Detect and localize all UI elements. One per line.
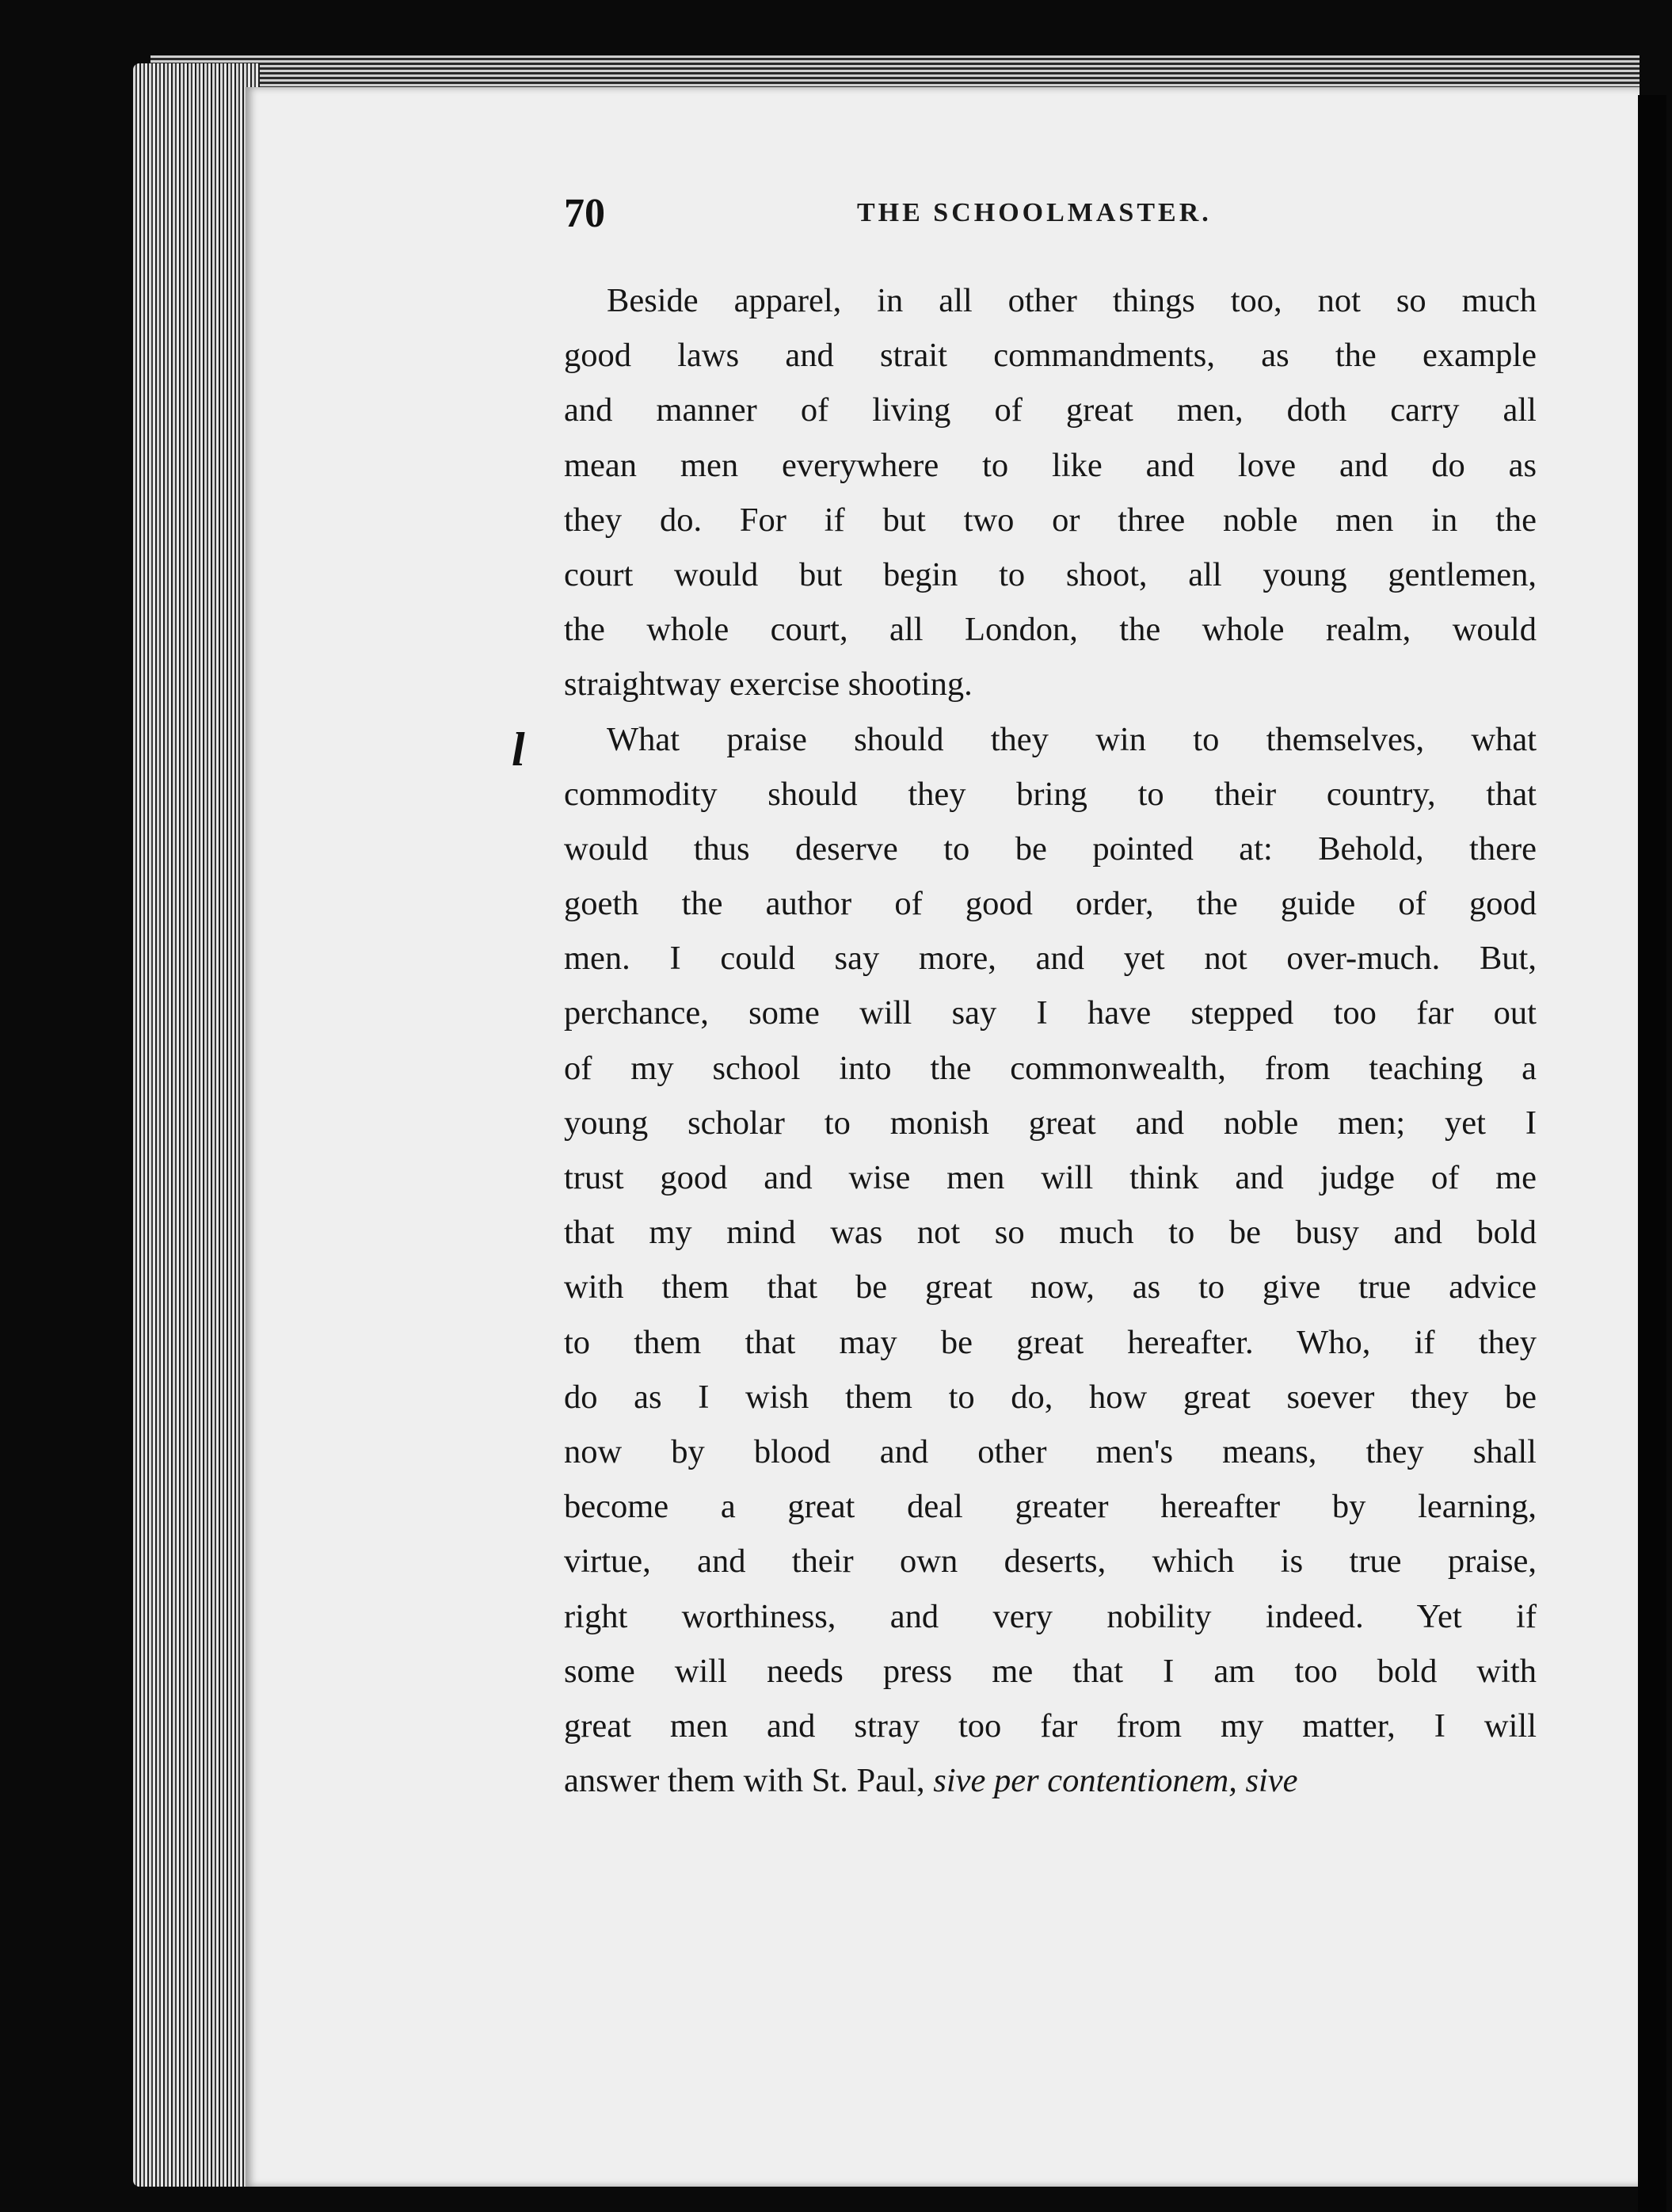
text-line: to them that may be great hereafter. Who, if they (564, 1323, 1537, 1361)
body-text (564, 273, 1537, 1808)
text-line: straightway exercise shooting. (564, 666, 973, 704)
text-line: they do. For if but two or three noble men in the (564, 501, 1537, 539)
paragraph-1 (564, 273, 1537, 712)
text-italic: sive per contentionem, sive (933, 1762, 1298, 1800)
text-line: would thus deserve to be pointed at: Behold, there (564, 830, 1537, 868)
text-line: What praise should they win to themselves, what (607, 720, 1537, 758)
page-number: 70 (564, 191, 605, 236)
text-line: right worthiness, and very nobility indeed. Yet if (564, 1597, 1537, 1635)
text-line: and manner of living of great men, doth carry all (564, 391, 1537, 429)
text-line: men. I could say more, and yet not over-much. But, (564, 940, 1537, 978)
text-line: commodity should they bring to their country, that (564, 775, 1537, 813)
text-line: now by blood and other men's means, they shall (564, 1432, 1537, 1470)
text-line: do as I wish them to do, how great soever they be (564, 1378, 1537, 1416)
text-roman: answer them with St. Paul, (564, 1762, 925, 1800)
text-line: that my mind was not so much to be busy and bold (564, 1214, 1537, 1252)
text-line: virtue, and their own deserts, which is true praise, (564, 1543, 1537, 1581)
text-line: great men and stray too far from my matter, I will (564, 1707, 1537, 1745)
text-line: perchance, some will say I have stepped too far out (564, 994, 1537, 1032)
book-top-edge (150, 55, 1640, 87)
margin-annotation: l (512, 723, 525, 776)
text-line-last (564, 1753, 1537, 1808)
text-line: trust good and wise men will think and judge of me (564, 1159, 1537, 1196)
text-line: become a great deal greater hereafter by learning, (564, 1488, 1537, 1526)
text-line: young scholar to monish great and noble men; yet I (564, 1104, 1537, 1142)
text-line: with them that be great now, as to give true advice (564, 1268, 1537, 1306)
page-header (564, 190, 1546, 246)
text-line: mean men everywhere to like and love and do as (564, 446, 1537, 484)
text-line: goeth the author of good order, the guide of good (564, 885, 1537, 923)
text-line: Beside apparel, in all other things too, not so much (607, 282, 1537, 319)
text-line: the whole court, all London, the whole realm, would (564, 611, 1537, 649)
text-line: some will needs press me that I am too bold with (564, 1652, 1537, 1690)
book-gutter (1638, 95, 1666, 2212)
running-head: THE SCHOOLMASTER. (857, 198, 1212, 227)
paragraph-2 (564, 712, 1537, 1809)
text-line: court would but begin to shoot, all young gentlemen, (564, 555, 1537, 593)
book-page-edges (133, 63, 260, 2187)
text-line: of my school into the commonwealth, from teaching a (564, 1049, 1537, 1087)
text-line: good laws and strait commandments, as the example (564, 337, 1537, 375)
